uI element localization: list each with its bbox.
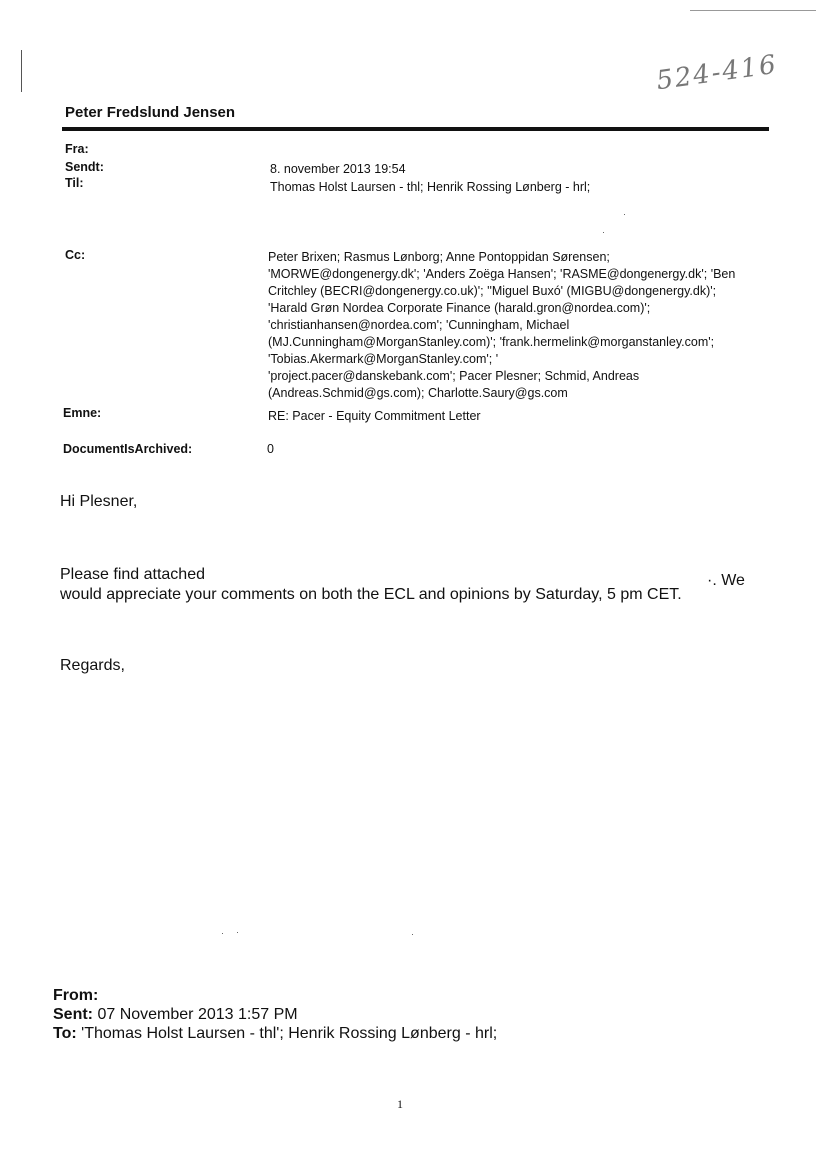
- from-label: Fra:: [65, 142, 89, 156]
- cc-line: (MJ.Cunningham@MorganStanley.com)'; 'frank.hermelink@morganstanley.com';: [268, 335, 715, 349]
- scan-speck: [222, 933, 223, 934]
- quoted-to-row: [53, 1025, 497, 1043]
- archived-value: 0: [267, 442, 274, 456]
- body-line-2: would appreciate your comments on both the ECL and opinions by Saturday, 5 pm CET.: [60, 586, 682, 603]
- cc-line: 'Harald Grøn Nordea Corporate Finance (harald.gron@nordea.com)';: [268, 301, 651, 315]
- cc-line: Peter Brixen; Rasmus Lønborg; Anne Pontoppidan Sørensen;: [268, 250, 610, 264]
- sender-divider: [62, 127, 769, 131]
- quoted-sent-value: 07 November 2013 1:57 PM: [97, 1006, 298, 1023]
- sent-value: 8. november 2013 19:54: [270, 162, 406, 176]
- closing: Regards,: [60, 657, 125, 674]
- quoted-sent-label: Sent:: [53, 1006, 93, 1023]
- scan-rule: [690, 10, 816, 11]
- to-value: Thomas Holst Laursen - thl; Henrik Rossing Lønberg - hrl;: [270, 180, 591, 194]
- subject-label: Emne:: [63, 406, 102, 420]
- cc-line: 'project.pacer@danskebank.com'; Pacer Plesner; Schmid, Andreas: [268, 369, 640, 383]
- subject-value: RE: Pacer - Equity Commitment Letter: [268, 409, 481, 423]
- archived-label: DocumentIsArchived:: [63, 442, 193, 456]
- cc-line: 'christianhansen@nordea.com'; 'Cunningham, Michael: [268, 318, 570, 332]
- cc-line: Critchley (BECRI@dongenergy.co.uk)'; ''Miguel Buxó' (MIGBU@dongenergy.dk)';: [268, 284, 717, 298]
- scan-speck: [412, 934, 413, 935]
- body-line-1-tail: ·. We: [707, 572, 745, 589]
- greeting: Hi Plesner,: [60, 493, 138, 510]
- sender-name: Peter Fredslund Jensen: [65, 104, 236, 121]
- cc-line: (Andreas.Schmid@gs.com); Charlotte.Saury@gs.com: [268, 386, 568, 400]
- quoted-sent-row: [53, 1006, 298, 1024]
- quoted-from-label: From:: [53, 987, 99, 1004]
- scan-speck: [237, 932, 238, 933]
- to-label: Til:: [65, 176, 84, 190]
- sent-label: Sendt:: [65, 160, 104, 174]
- quoted-to-value: 'Thomas Holst Laursen - thl'; Henrik Rossing Lønberg - hrl;: [81, 1025, 498, 1042]
- cc-line: 'MORWE@dongenergy.dk'; 'Anders Zoëga Hansen'; 'RASME@dongenergy.dk'; 'Ben: [268, 267, 736, 281]
- cc-line: 'Tobias.Akermark@MorganStanley.com'; ': [268, 352, 499, 366]
- cc-label: Cc:: [65, 248, 86, 262]
- scan-speck: [603, 232, 604, 233]
- body-line-1: Please find attached: [60, 566, 205, 583]
- quoted-to-label: To:: [53, 1025, 77, 1042]
- page-number: 1: [397, 1097, 403, 1111]
- handwritten-annotation: 524-416: [654, 49, 780, 97]
- margin-mark: [21, 50, 22, 92]
- scan-speck: [624, 214, 625, 215]
- cc-value: [268, 249, 768, 402]
